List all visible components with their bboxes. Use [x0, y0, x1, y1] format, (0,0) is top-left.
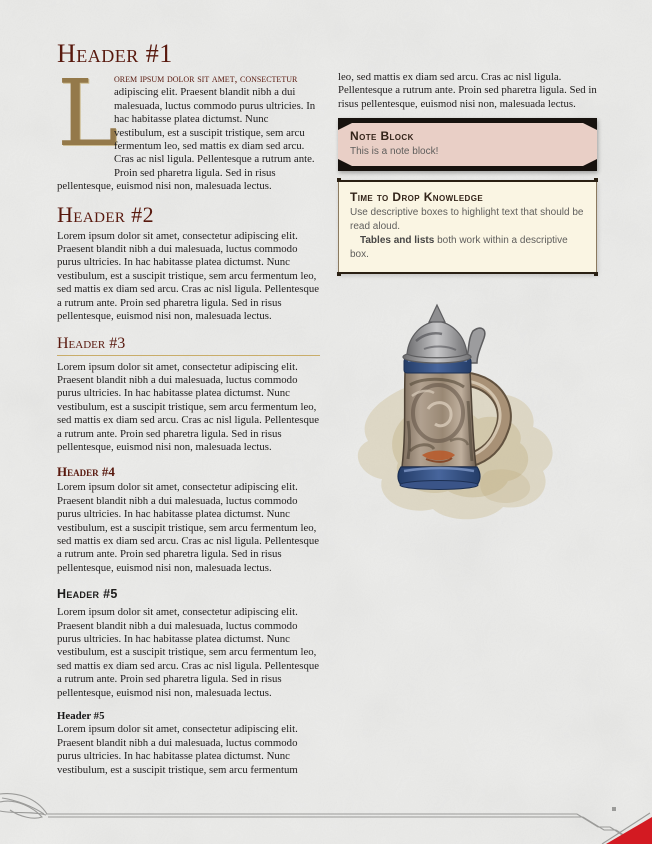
paragraph-truncated: Lorem ipsum dolor sit amet, consectetur adipiscing elit. Praesent blandit nibh a dui malesuada, luctus commodo purus ultricies. In hac habitasse platea dictumst. Nunc vestibulum, est a suscipit tristique, sem arcu fermentum — [57, 723, 298, 776]
footer-square-dot — [612, 807, 616, 811]
note-bottom-bar — [338, 166, 597, 171]
lead-rest: adipiscing elit. Praesent blandit nibh a dui malesuada, luctus commodo purus ultricies. In hac habitasse platea dictumst. Nunc vestibulum, est a suscipit tristique, sem arcu fermentum leo, sed mattis ex diam sed arcu. Cras ac nisl ligula. Pellentesque a rutrum ante. Proin sed pharetra ligula. Sed in risus pellentesque, euismod nisi non, malesuada lectus. — [57, 86, 316, 193]
heading-h1: Header #1 — [57, 39, 173, 68]
section-header-3 — [57, 335, 320, 455]
descriptive-box-bold: Tables and lists — [360, 235, 435, 247]
beer-stein-illustration — [338, 296, 597, 536]
note-block — [338, 118, 597, 171]
descriptive-box-line1: Use descriptive boxes to highlight text that should be read aloud. — [350, 207, 584, 233]
section-header-5 — [57, 587, 320, 700]
section-header-4 — [57, 464, 320, 575]
heading-h4: Header #4 — [57, 464, 115, 480]
paragraph-with-dropcap — [57, 60, 320, 194]
column-overflow-paragraph: leo, sed mattis ex diam sed arcu. Cras ac nisl ligula. Pellentesque a rutrum ante. Proin sed pharetra ligula. Sed in risus pellentesque, euismod nisi non, malesuada lectus. — [338, 71, 597, 110]
heading-h5: Header #5 — [57, 587, 118, 602]
note-block-title: Note Block — [350, 129, 414, 144]
note-block-body: This is a note block! — [350, 146, 439, 158]
corner-dot — [594, 272, 598, 276]
beer-stein-icon — [338, 296, 578, 536]
descriptive-box — [338, 180, 597, 274]
paragraph: Lorem ipsum dolor sit amet, consectetur adipiscing elit. Praesent blandit nibh a dui malesuada, luctus commodo purus ultricies. In hac habitasse platea dictumst. Nunc vestibulum, est a suscipit tristique, sem arcu fermentum leo, sed mattis ex diam sed arcu. Cras ac nisl ligula. Pellentesque a rutrum ante. Proin sed pharetra ligula. Sed in risus pellentesque, euismod nisi non, malesuada lectus. — [57, 606, 320, 699]
corner-dot — [594, 178, 598, 182]
footer-flourish — [0, 784, 652, 844]
heading-h6: Header #5 — [57, 710, 105, 723]
left-column — [57, 40, 320, 777]
corner-dot — [337, 178, 341, 182]
heading-h3: Header #3 — [57, 335, 320, 356]
paragraph: Lorem ipsum dolor sit amet, consectetur adipiscing elit. Praesent blandit nibh a dui malesuada, luctus commodo purus ultricies. In hac habitasse platea dictumst. Nunc vestibulum, est a suscipit tristique, sem arcu fermentum leo, sed mattis ex diam sed arcu. Cras ac nisl ligula. Pellentesque a rutrum ante. Proin sed pharetra ligula. Sed in risus pellentesque, euismod nisi non, malesuada lectus. — [57, 229, 320, 323]
descriptive-box-title: Time to Drop Knowledge — [350, 190, 484, 205]
lead-small-caps: orem ipsum dolor sit amet, consectetur — [114, 73, 298, 85]
drop-cap-letter: L — [57, 60, 119, 167]
descriptive-box-line2 — [350, 234, 585, 262]
section-header-2 — [57, 203, 320, 324]
corner-dot — [337, 272, 341, 276]
descriptive-box-line2-rest: both work within a descriptive box. — [350, 235, 568, 261]
section-header-5-bold — [57, 710, 320, 777]
right-column — [338, 71, 597, 536]
paragraph: Lorem ipsum dolor sit amet, consectetur adipiscing elit. Praesent blandit nibh a dui malesuada, luctus commodo purus ultricies. In hac habitasse platea dictumst. Nunc vestibulum, est a suscipit tristique, sem arcu fermentum leo, sed mattis ex diam sed arcu. Cras ac nisl ligula. Pellentesque a rutrum ante. Proin sed pharetra ligula. Sed in risus pellentesque, euismod nisi non, malesuada lectus. — [57, 360, 320, 453]
paragraph: Lorem ipsum dolor sit amet, consectetur adipiscing elit. Praesent blandit nibh a dui malesuada, luctus commodo purus ultricies. In hac habitasse platea dictumst. Nunc vestibulum, est a suscipit tristique, sem arcu fermentum leo, sed mattis ex diam sed arcu. Cras ac nisl ligula. Pellentesque a rutrum ante. Proin sed pharetra ligula. Sed in risus pellentesque, euismod nisi non, malesuada lectus. — [57, 481, 320, 574]
note-top-bar — [338, 118, 597, 123]
heading-h2: Header #2 — [57, 201, 154, 227]
section-header-1 — [57, 40, 320, 194]
